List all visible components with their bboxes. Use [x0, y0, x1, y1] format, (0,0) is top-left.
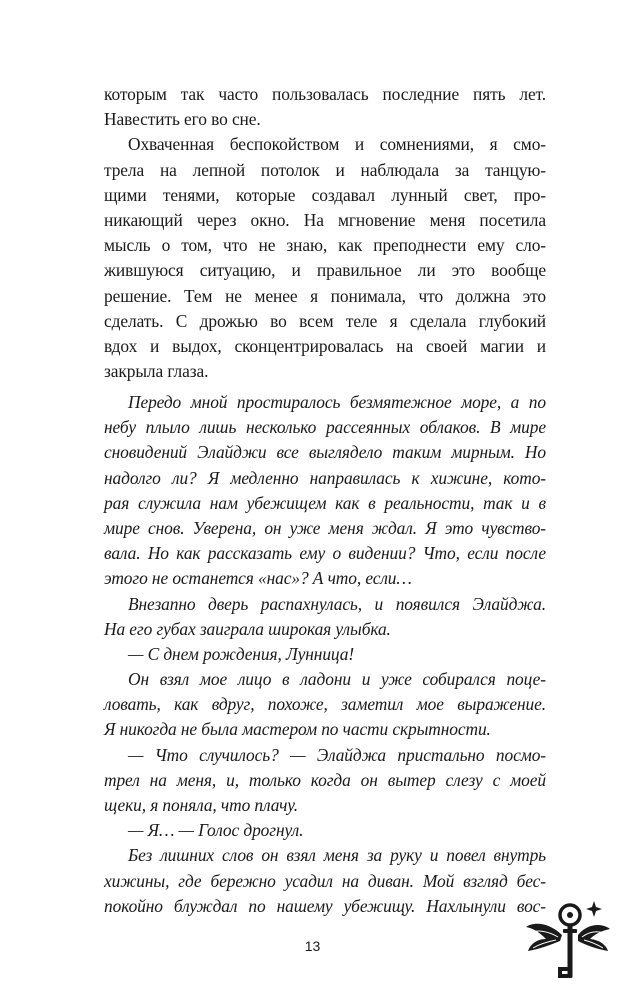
- text-line: На его губах заиграла широкая улыбка.: [104, 618, 391, 639]
- text-line: вала. Но как рассказать ему о видении? Что, если после: [104, 543, 546, 564]
- text-line: — Я… — Голос дрогнул.: [128, 820, 304, 841]
- text-line: жившуюся ситуацию, и правильное ли это вообще: [104, 260, 546, 281]
- text-line: — С днем рождения, Лунница!: [128, 643, 355, 664]
- text-line: этого не останется «нас»? А что, если…: [104, 568, 412, 589]
- text-line: Передо мной простиралось безмятежное море, а по: [128, 392, 546, 412]
- page-number: 13: [304, 938, 321, 954]
- text-line: закрыла глаза.: [104, 361, 209, 382]
- text-line: покойно блуждал по нашему убежищу. Нахлынули вос-: [104, 895, 546, 916]
- text-line: мире снов. Уверена, он уже меня ждал. Я это чувство-: [104, 517, 546, 538]
- text-line: которым так часто пользовалась последние пять лет.: [104, 84, 546, 104]
- text-line: трел на меня, и, только когда он вытер слезу с моей: [104, 769, 546, 790]
- text-line: Без лишних слов он взял меня за руку и повел внутрь: [128, 845, 546, 866]
- text-line: хижины, где бережно усадил на диван. Мой взгляд бес-: [104, 870, 546, 891]
- text-line: Он взял мое лицо в ладони и уже собирался поце-: [128, 669, 546, 690]
- body-text-italic: [104, 390, 546, 919]
- text-line: мысль о том, что не знаю, как преподнести ему сло-: [104, 235, 546, 256]
- text-line: никающий через окно. На мгновение меня посетила: [104, 209, 546, 230]
- text-line: Внезапно дверь распахнулась, и появился Элайджа.: [128, 593, 546, 614]
- text-line: — Что случилось? — Элайджа пристально посмо-: [128, 744, 546, 765]
- body-text-roman: [104, 82, 546, 384]
- winged-key-ornament-icon: [522, 893, 612, 993]
- text-line: рая служила нам убежищем как в реальности, так и в: [104, 492, 546, 513]
- text-line: сновидений Элайджи все выглядело таким мирным. Но: [104, 442, 546, 463]
- text-line: небу плыло лишь несколько рассеянных облаков. В мире: [104, 417, 546, 438]
- text-line: надолго ли? Я медленно направилась к хижине, кото-: [104, 467, 546, 488]
- text-line: Я никогда не была мастером по части скрытности.: [104, 719, 491, 740]
- text-line: щеки, я поняла, что плачу.: [104, 795, 299, 815]
- text-line: Навестить его во сне.: [104, 109, 261, 130]
- text-line: вдох и выдох, сконцентрировалась на своей магии и: [104, 335, 546, 356]
- text-line: ловать, как вдруг, похоже, заметил мое выражение.: [104, 694, 546, 715]
- text-line: трела на лепной потолок и наблюдала за танцую-: [104, 159, 546, 180]
- text-line: решение. Тем не менее я понимала, что должна это: [104, 285, 546, 306]
- text-line: щими тенями, которые создавал лунный свет, про-: [104, 184, 546, 205]
- text-line: сделать. С дрожью во всем теле я сделала глубокий: [104, 310, 546, 331]
- text-line: Охваченная беспокойством и сомнениями, я смо-: [128, 134, 546, 155]
